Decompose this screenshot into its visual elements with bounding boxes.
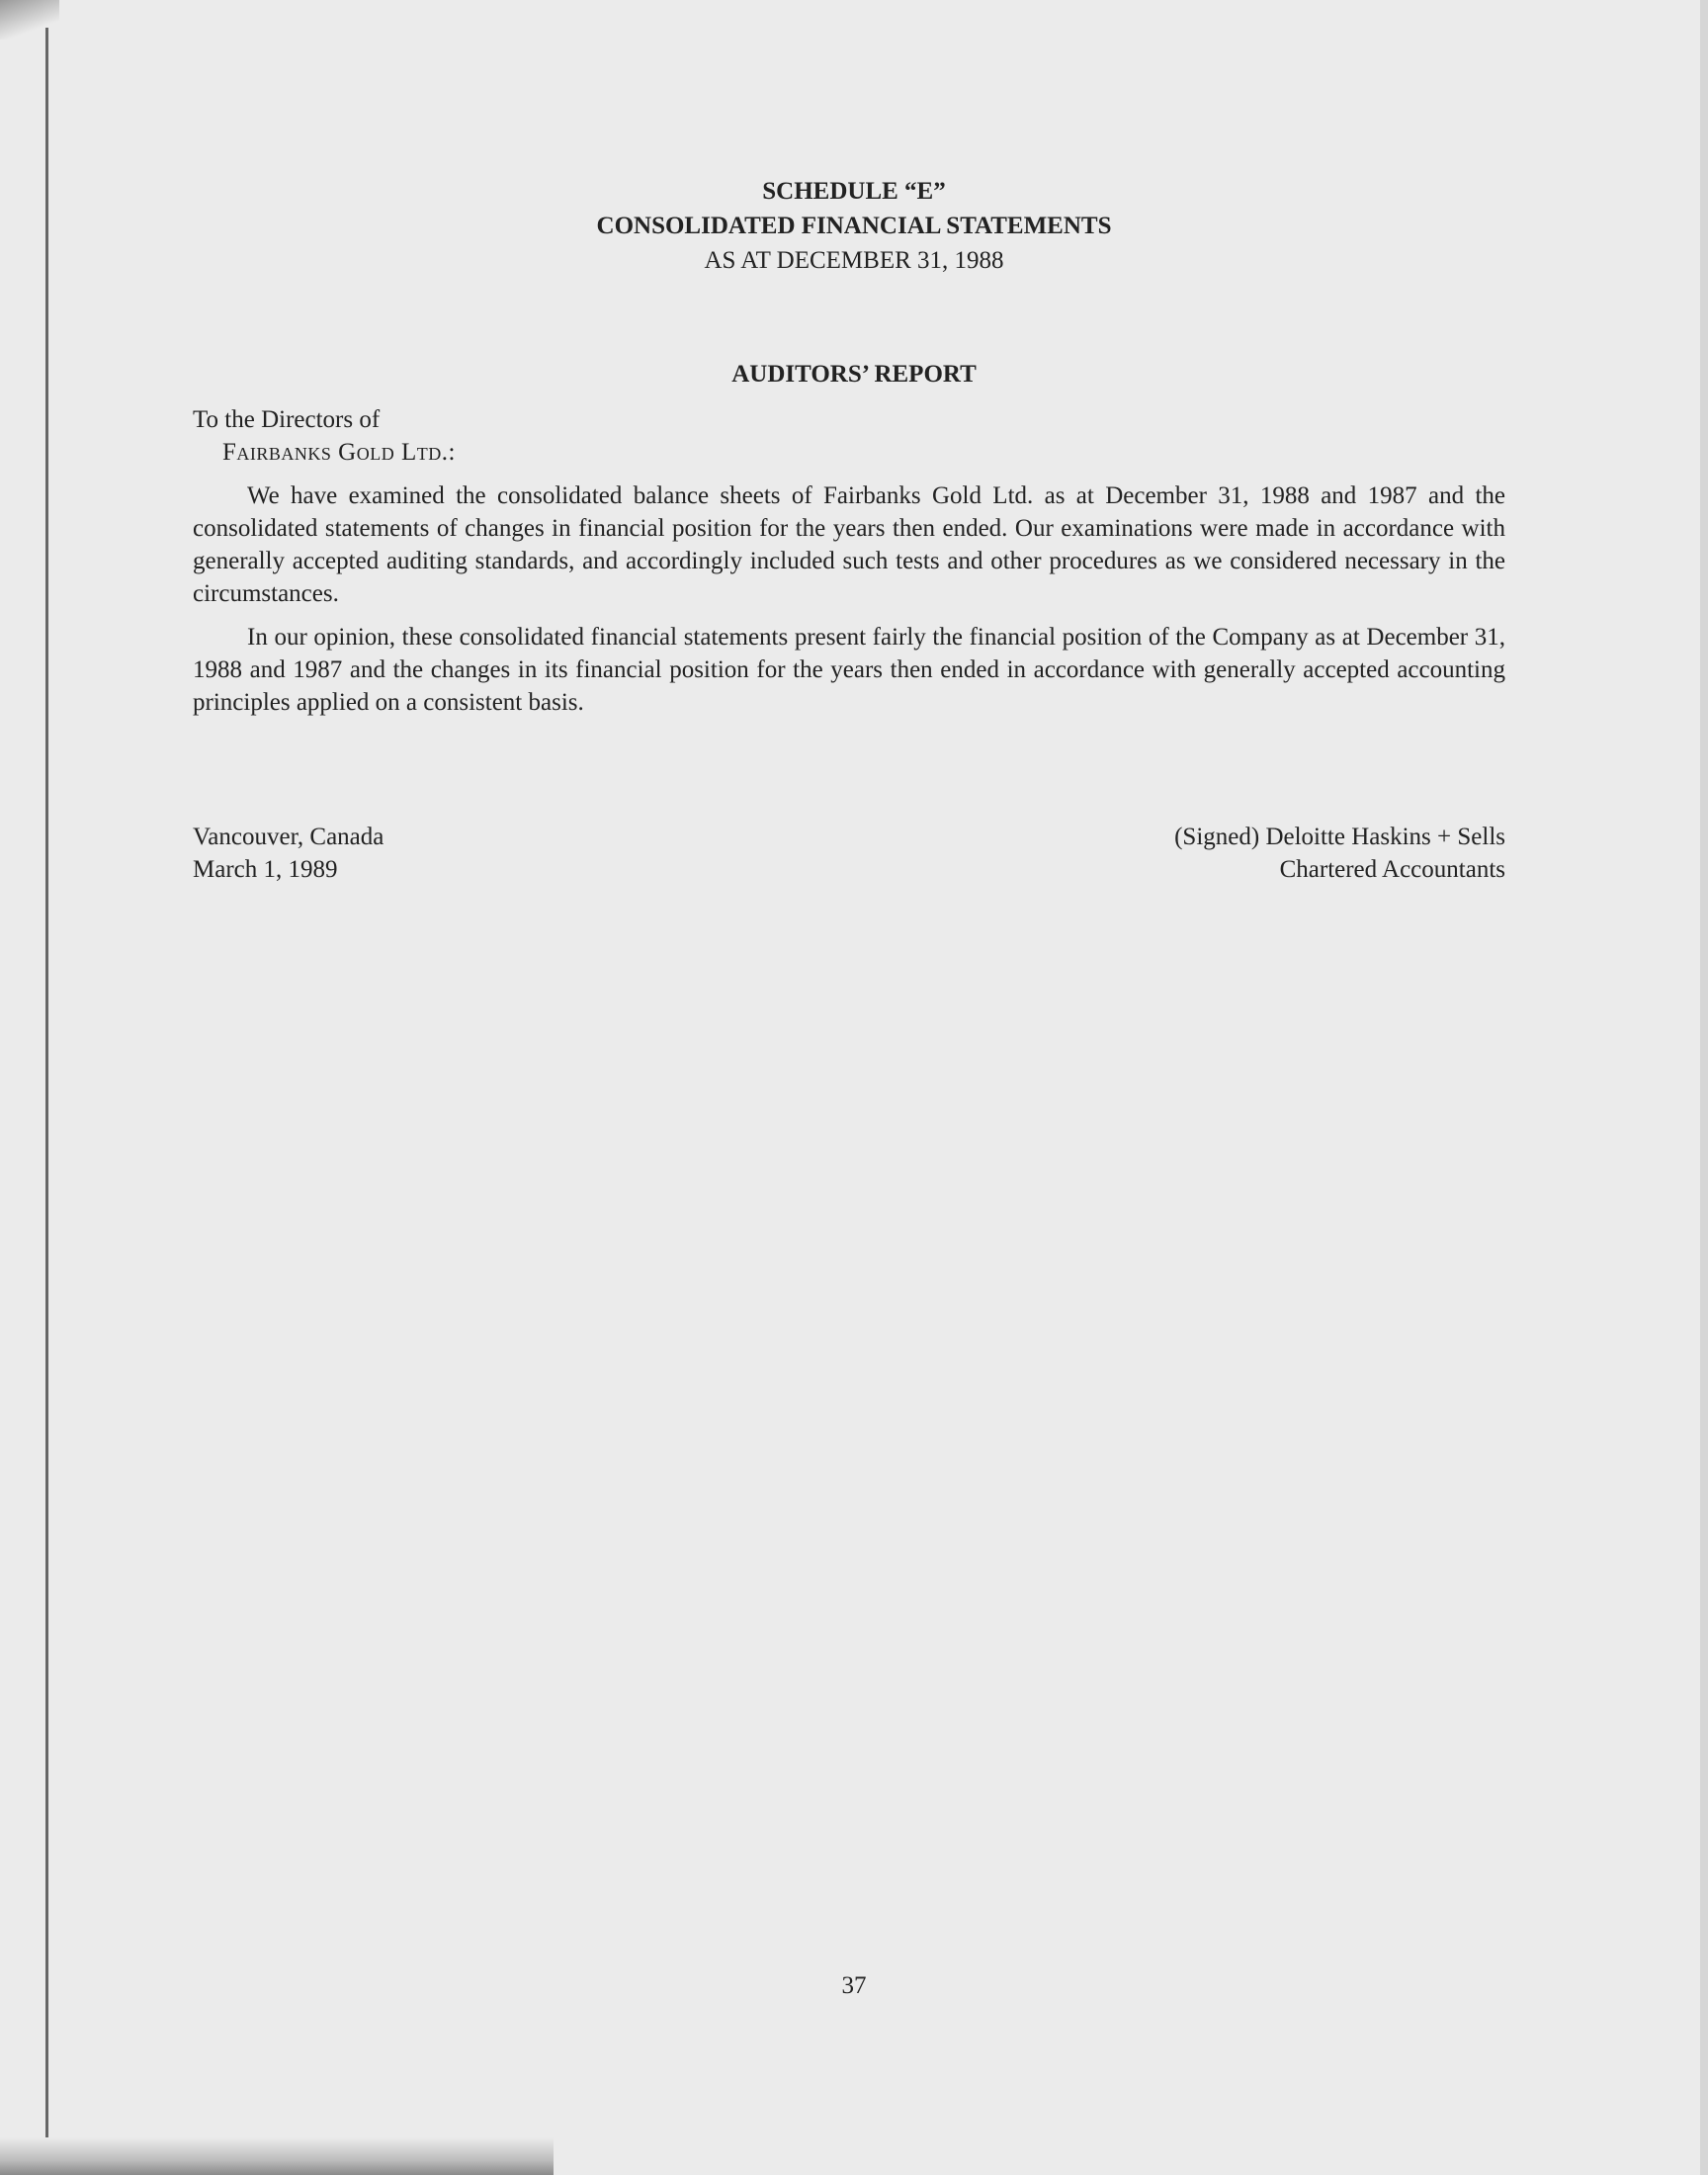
place-and-date (193, 821, 384, 886)
report-place: Vancouver, Canada (193, 824, 384, 850)
addressee-line: To the Directors of (193, 406, 381, 433)
page-fold-bottom-left (0, 2137, 554, 2175)
signed-by: (Signed) Deloitte Haskins + Sells (1174, 824, 1505, 850)
signer-title: Chartered Accountants (1279, 856, 1505, 883)
opinion-paragraph: In our opinion, these consolidated financial statements present fairly the financial position of the Company as at December 31, 1988 and 1987 and the changes in its financial position for the years then ended in accordance with generally accepted accounting principles applied on a consistent basis. (193, 624, 1505, 716)
report-title: AUDITORS’ REPORT (731, 361, 977, 388)
binding-edge (45, 28, 48, 2143)
addressee (193, 403, 456, 469)
auditor-signature (1174, 821, 1505, 886)
report-date: March 1, 1989 (193, 856, 338, 883)
statements-date: AS AT DECEMBER 31, 1988 (704, 247, 1004, 274)
statements-title: CONSOLIDATED FINANCIAL STATEMENTS (596, 213, 1112, 239)
page-fold-top-left (0, 0, 59, 40)
schedule-label: SCHEDULE “E” (762, 178, 946, 205)
schedule-header (0, 174, 1708, 278)
addressee-company: Fairbanks Gold Ltd.: (222, 439, 456, 466)
page-number: 37 (841, 1972, 867, 1999)
scope-paragraph: We have examined the consolidated balance sheets of Fairbanks Gold Ltd. as at December 31, 1988 and 1987 and the consolidated statements of changes in financial position for the years then ended. Our examinations were made in accordance with generally accepted auditing standards, and accordingly included such tests and other procedures as we considered necessary in the circumstances. (193, 482, 1505, 607)
report-body (193, 479, 1505, 730)
page-edge-right (1700, 0, 1708, 2175)
